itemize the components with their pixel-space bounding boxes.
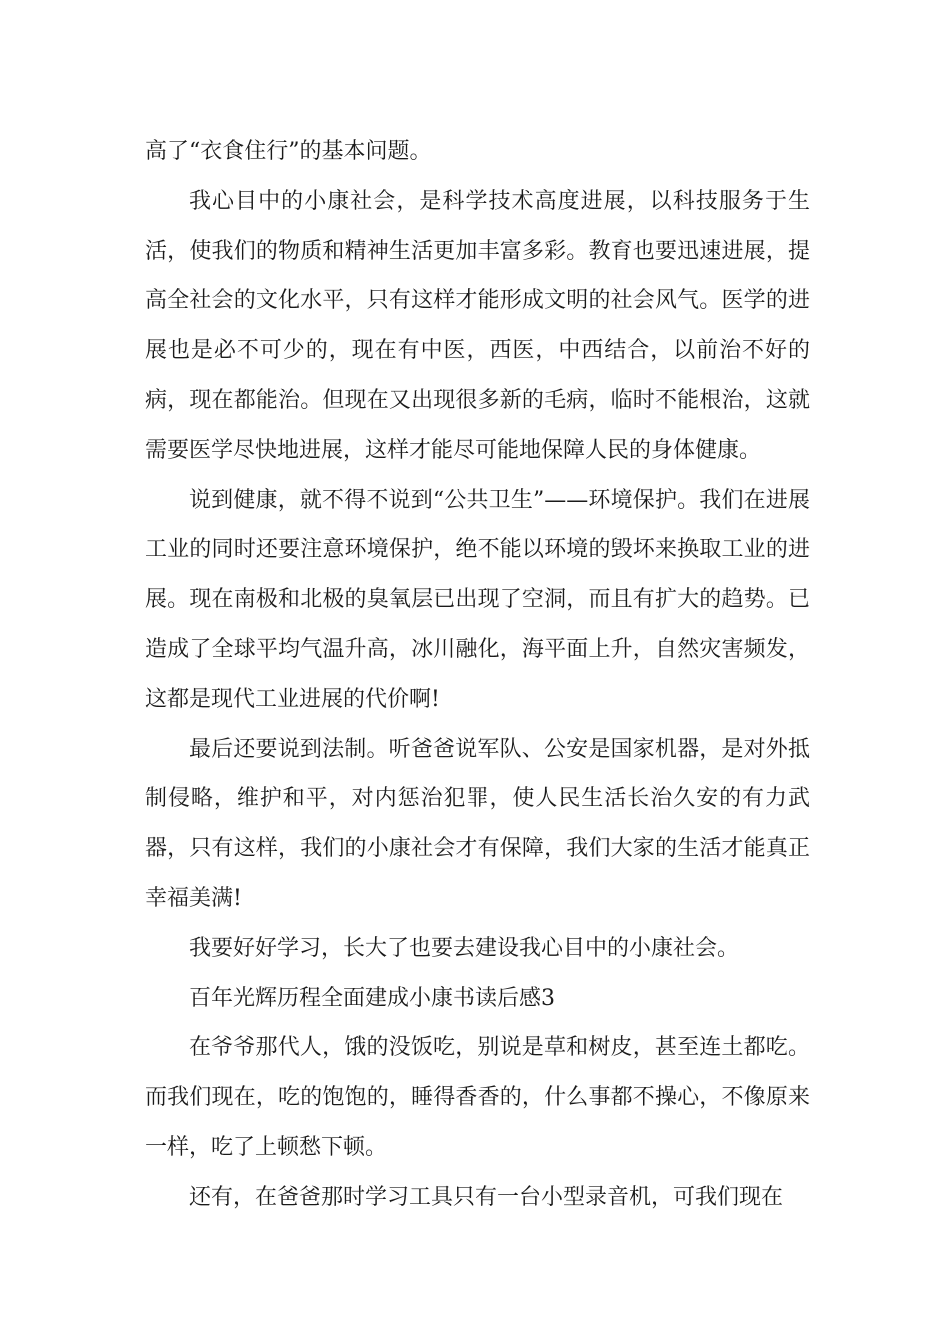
paragraph-4: 最后还要说到法制。听爸爸说军队、公安是国家机器，是对外抵制侵略，维护和平，对内惩治犯罪，使人民生活长治久安的有力武器，只有这样，我们的小康社会才有保障，我们大家的生活才能真正幸福美满! <box>145 736 810 911</box>
paragraph-6: 在爷爷那代人，饿的没饭吃，别说是草和树皮，甚至连土都吃。而我们现在，吃的饱饱的，睡得香香的，什么事都不操心，不像原来一样，吃了上顿愁下顿。 <box>145 1035 810 1160</box>
paragraph-2: 我心目中的小康社会，是科学技术高度进展，以科技服务于生活，使我们的物质和精神生活更加丰富多彩。教育也要迅速进展，提高全社会的文化水平，只有这样才能形成文明的社会风气。医学的进展也是必不可少的，现在有中医，西医，中西结合，以前治不好的病，现在都能治。但现在又出现很多新的毛病，临时不能根治，这就需要医学尽快地进展，这样才能尽可能地保障人民的身体健康。 <box>145 188 810 463</box>
paragraph-1: 高了“衣食住行”的基本问题。 <box>145 139 432 164</box>
section-heading: 百年光辉历程全面建成小康书读后感3 <box>189 985 555 1011</box>
document-body <box>145 127 810 1223</box>
paragraph-7: 还有，在爸爸那时学习工具只有一台小型录音机，可我们现在 <box>189 1184 784 1210</box>
paragraph-5: 我要好好学习，长大了也要去建设我心目中的小康社会。 <box>189 935 740 961</box>
paragraph-3: 说到健康，就不得不说到“公共卫生”——环境保护。我们在进展工业的同时还要注意环境保护，绝不能以环境的毁坏来换取工业的进展。现在南极和北极的臭氧层已出现了空洞，而且有扩大的趋势。已造成了全球平均气温升高，冰川融化，海平面上升，自然灾害频发，这都是现代工业进展的代价啊! <box>145 487 810 712</box>
